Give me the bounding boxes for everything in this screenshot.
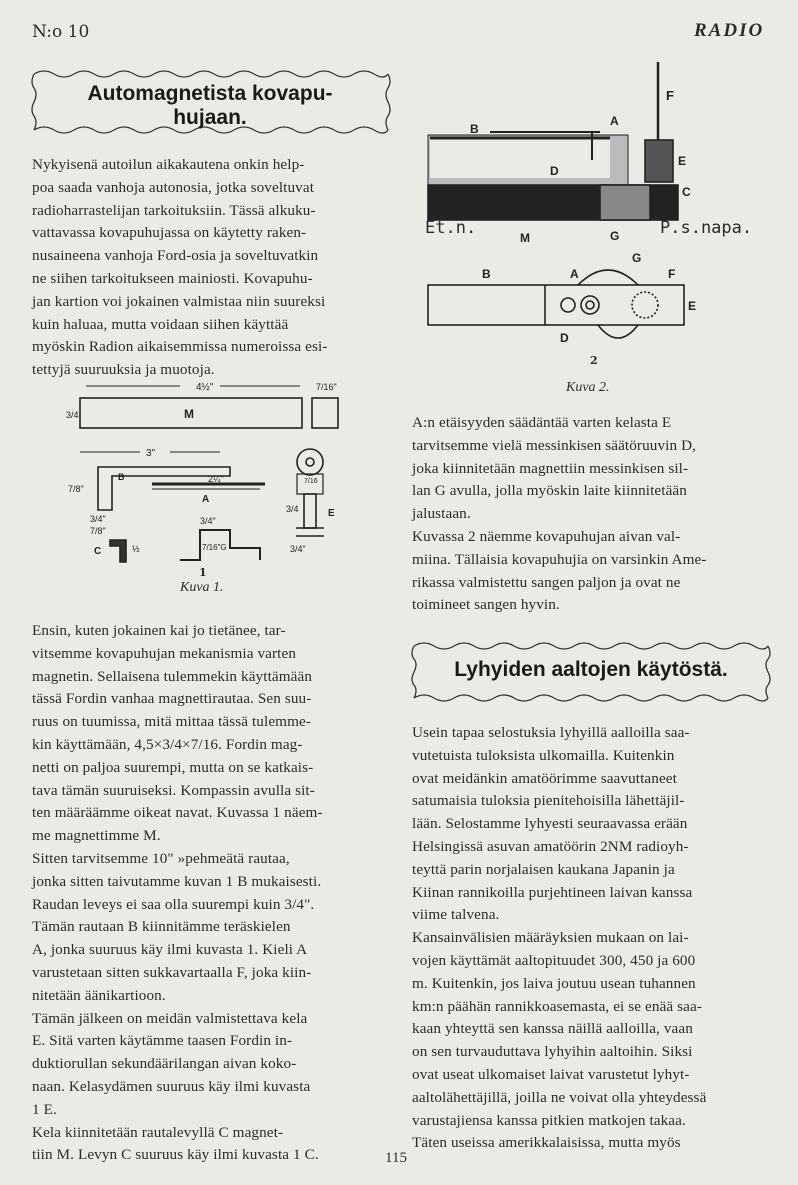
article1-right-body: A:n etäisyyden säädäntää varten kelasta E tarvitsemme vielä messinkisen säätöruuvin D, joka kiinnitetään magnettiin messinkisen sil- lan G avulla, jolla myöskin laite kiinnitetään jalustaan. Kuvassa 2 näemme kovapuhujan aivan val- miina. Tällaisia kovapuhujia on varsinkin Ame- rikassa valmistettu sangen paljon ja ovat ne toimineet sangen hyvin. (412, 414, 707, 614)
fig2-e2-label: E (688, 299, 697, 313)
fig1-e-width: 3/4" (290, 544, 306, 554)
article1-title-line1: Automagnetista kovapu- (87, 82, 333, 105)
fig2-right-label: P.s.napa. (660, 218, 753, 238)
issue-number: N:o 10 (32, 22, 90, 42)
fig2-f-label: F (666, 88, 674, 103)
figure-2-diagram (420, 60, 770, 350)
fig1-b-label: B (118, 472, 125, 482)
fig1-e-label: E (328, 508, 335, 519)
fig2-m-label: M (520, 231, 530, 245)
figure-2-number: 2 (590, 354, 598, 367)
fig1-m-width: 4½" (196, 382, 214, 393)
fig1-a-label: A (202, 494, 210, 505)
fig1-c-label: C (94, 546, 102, 557)
fig1-b-length: 3" (146, 448, 156, 459)
fig1-c-height: ½ (132, 544, 140, 554)
fig1-m-label: M (184, 407, 194, 421)
fig1-b-height: 7/8" (68, 484, 84, 494)
article1-body: Ensin, kuten jokainen kai jo tietänee, tar- vitsemme kovapuhujan mekanismia varten magnetin. Sellaisena tulemmekin käyttämään tässä Fordin vanhaa magnettirautaa. Sen suu- ruus on tuumissa, mitä mittaa tässä tulemme- kin käyttämään, 4,5×3/4×7/16. Fordin mag- netti on paljoa suurempi, mutta on se katkais- tava tämän suuruiseksi. Kompassin avulla sit- ten määräämme oikeat navat. Kuvassa 1 näem- me magnettimme M. Sitten tarvitsemme 10" »pehmeätä rautaa, jonka sitten taivutamme kuvan 1 B mukaisesti. Raudan leveys ei saa olla suurempi kuin 3/4". Tämän rautaan B kiinnitämme teräskielen A, jonka suuruus käy ilmi kuvasta 1. Kieli A varustetaan sitten sukkavartaalla F, joka kiin- nitetään äänikartioon. Tämän jälkeen on meidän valmistettava kela E. Sitä varten käytämme taasen Fordin in- duktiorullan sekundäärilangan aivan koko- naan. Kelasydämen suuruus käy ilmi kuvasta 1 E. Kela kiinnitetään rautalevyllä C magnet- tiin M. Levyn C suuruus käy ilmi kuvasta 1 C. (32, 622, 323, 1164)
fig2-b-label: B (470, 122, 479, 136)
article1-intro: Nykyisenä autoilun aikakautena onkin help- poa saada vanhoja autonosia, jotka soveltuvat radioharrastelijan tarkoituksiin. Tässä alkuku- vattavassa kovapuhujassa on käytetty raken- nusaineena vanhoja Ford-osia ja soveltuvatkin ne siihen tarkoitukseen mainiosti. Kovapuhu- jan kartion voi jokainen valmistaa niin suureksi kuin haluaa, mutta voidaan siihen käyttää myöskin Radion aikaisemmissa numeroissa esi- tettyjä suuruuksia ja muotoja. (32, 156, 328, 379)
fig2-g2-label: G (632, 251, 642, 265)
fig2-f2-label: F (668, 267, 676, 281)
figure-1-diagram (60, 372, 350, 572)
fig2-g-label: G (610, 229, 620, 243)
fig2-d-label: D (550, 164, 559, 178)
article1-title-line2: hujaan. (173, 106, 247, 129)
article2-title: Lyhyiden aaltojen käytöstä. (454, 658, 728, 681)
fig2-c-label: C (682, 185, 691, 199)
fig1-g-width: 3/4" (200, 516, 216, 526)
fig1-e-top: 7/16 (304, 478, 318, 485)
page-number: 115 (385, 1150, 407, 1166)
fig1-a-length: 2¼" (208, 474, 224, 484)
fig1-m-height: 3/4 (66, 410, 79, 420)
fig2-a-label: A (610, 114, 619, 128)
fig2-e-label: E (678, 154, 687, 168)
fig2-b2-label: B (482, 267, 491, 281)
figure-1-number: 1 (199, 566, 207, 579)
fig2-a2-label: A (570, 267, 579, 281)
fig2-d2-label: D (560, 331, 569, 345)
fig1-e-height: 3/4 (286, 504, 299, 514)
magazine-name: RADIO (694, 20, 765, 41)
figure-1-caption: Kuva 1. (180, 580, 224, 595)
fig1-g-label: 7/16"G (202, 543, 227, 552)
figure-2-caption: Kuva 2. (566, 380, 610, 395)
article2-body: Usein tapaa selostuksia lyhyillä aalloilla saa- vutetuista tuloksista ulkomailla. Kuitenkin ovat meidänkin amatöörimme saavuttaneet satumaisia tuloksia pienitehoisilla lähettäjil- lään. Selostamme lyhyesti seuraavassa erään Helsingissä asuvan amatöörin 2NM radioyh- teyttä parin norjalaisen kaukana Japanin ja Kiinan rannikoilla purjehtineen laivan kanssa viime talvena. Kansainvälisien määräyksien mukaan on lai- vojen käyttämät aaltopituudet 300, 450 ja 600 m. Kuitenkin, jos laiva joutuu usean tuhannen km:n päähän rannikkoasemasta, ei se enää saa- kaan yhteyttä sen kanssa näillä aalloilla, vaan on sen turvauduttava lyhyihin aaltoihin. Siksi ovat useat ulkomaiset laivat varustetut lyhyt- aaltolähettäjillä, joilla ne voivat olla yhteydessä varustajiensa kanssa pitkien matkojen takaa. Täten useissa amerikkalaisissa, mutta myös (412, 724, 707, 1152)
fig1-m-thick: 7/16" (316, 382, 337, 392)
fig1-b-w2: 7/8" (90, 526, 106, 536)
fig1-b-w1: 3/4" (90, 514, 106, 524)
fig2-left-label: Et.n. (425, 218, 477, 238)
